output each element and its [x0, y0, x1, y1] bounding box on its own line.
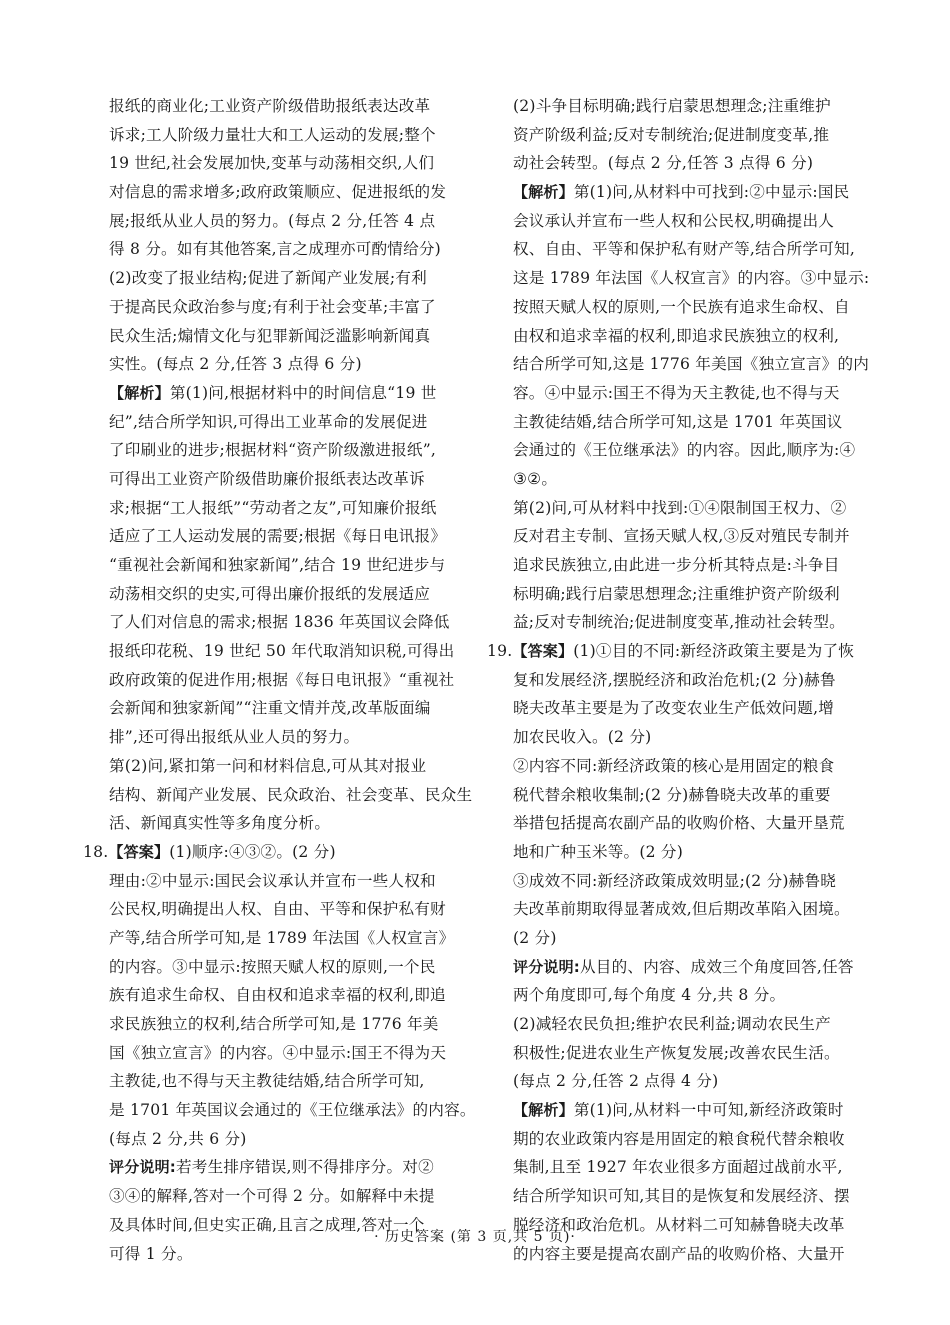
section-marker: 【解析】 — [513, 183, 574, 202]
text-line: ③②。 — [513, 469, 558, 488]
section-marker: 评分说明: — [513, 957, 580, 976]
text-line: 资产阶级利益;反对专制统治;促进制度变革,推 — [513, 125, 830, 144]
text-line: 可得 1 分。 — [109, 1244, 193, 1263]
text-line: 得 8 分。如有其他答案,言之成理亦可酌情给分) — [109, 240, 441, 259]
text-line: 产等,结合所学可知,是 1789 年法国《人权宣言》 — [109, 928, 455, 947]
text-line: 复和发展经济,摆脱经济和政治危机;(2 分)赫鲁 — [513, 670, 836, 689]
page-footer: · 历史答案 (第 3 页,共 5 页)· — [374, 1229, 576, 1245]
text-line: 民众生活;煽情文化与犯罪新闻泛滥影响新闻真 — [109, 326, 431, 345]
text-line: 的内容主要是提高农副产品的收购价格、大量开 — [513, 1244, 845, 1263]
text-line: 税代替余粮收集制;(2 分)赫鲁晓夫改革的重要 — [513, 785, 831, 804]
text-line: 加农民收入。(2 分) — [513, 728, 652, 747]
text-line: 举措包括提高农副产品的收购价格、大量开垦荒 — [513, 814, 845, 833]
text-line: 益;反对专制统治;促进制度变革,推动社会转型。 — [513, 613, 845, 632]
text-line: ③成效不同:新经济政策成效明显;(2 分)赫鲁晓 — [513, 871, 837, 890]
text-line: 公民权,明确提出人权、自由、平等和保护私有财 — [109, 900, 446, 919]
text-line: 积极性;促进农业生产恢复发展;改善农民生活。 — [513, 1043, 840, 1062]
text-line: 集制,且至 1927 年农业很多方面超过战前水平, — [513, 1158, 843, 1177]
text-line: 会议承认并宣布一些人权和公民权,明确提出人 — [513, 211, 835, 230]
text-line: 族有追求生命权、自由权和追求幸福的权利,即追 — [109, 986, 446, 1005]
text-line: “重视社会新闻和独家新闻”,结合 19 世纪进步与 — [109, 556, 446, 574]
text-line: 于提高民众政治参与度;有利于社会变革;丰富了 — [109, 297, 436, 316]
question-19-answer: 19.【答案】(1)①目的不同:新经济政策主要是为了恢 — [487, 642, 855, 661]
text-line: 夫改革前期取得显著成效,但后期改革陷入困境。 — [513, 900, 850, 919]
text-line: 活、新闻真实性等多角度分析。 — [109, 814, 331, 833]
text-line: 排”,还可得出报纸从业人员的努力。 — [109, 728, 360, 747]
text-line: (2)斗争目标明确;践行启蒙思想理念;注重维护 — [513, 97, 831, 115]
text-line: 适应了工人运动发展的需要;根据《每日电讯报》 — [109, 527, 447, 546]
text-line: 主教徒结婚,结合所学可知,这是 1701 年英国议 — [513, 412, 843, 431]
text-line: 报纸印花税、19 世纪 50 年代取消知识税,可得出 — [109, 642, 455, 661]
text-line: (每点 2 分,任答 2 点得 4 分) — [513, 1072, 719, 1091]
text-line: 报纸的商业化;工业资产阶级借助报纸表达改革 — [109, 97, 431, 115]
text-line: 【解析】第(1)问,从材料一中可知,新经济政策时 — [513, 1101, 844, 1120]
text-line: 求;根据“工人报纸”“劳动者之友”,可知廉价报纸 — [109, 498, 437, 517]
question-18-answer: 18.【答案】(1)顺序:④③②。(2 分) — [83, 842, 336, 861]
text-line: (2)改变了报业结构;促进了新闻产业发展;有利 — [109, 269, 427, 288]
text-line: 国《独立宣言》的内容。④中显示:国王不得为天 — [109, 1043, 447, 1062]
text-line: 会新闻和独家新闻”“注重文情并茂,改革版面编 — [109, 699, 431, 718]
text-line: 理由:②中显示:国民会议承认并宣布一些人权和 — [109, 871, 436, 890]
text-line: 评分说明:若考生排序错误,则不得排序分。对② — [109, 1158, 434, 1177]
right-column — [487, 92, 870, 1268]
text-line: 是 1701 年英国议会通过的《王位继承法》的内容。 — [109, 1101, 476, 1120]
text-line: 第(2)问,紧扣第一问和材料信息,可从其对报业 — [109, 756, 427, 775]
text-line: 了印刷业的进步;根据材料“资产阶级激进报纸”, — [109, 441, 437, 460]
text-line: 脱经济和政治危机。从材料二可知赫鲁晓夫改革 — [513, 1215, 845, 1234]
text-line: (每点 2 分,共 6 分) — [109, 1129, 247, 1148]
text-line: (2 分) — [513, 928, 557, 947]
text-line: (2)减轻农民负担;维护农民利益;调动农民生产 — [513, 1015, 831, 1033]
section-marker: 【解析】 — [513, 1101, 574, 1120]
text-line: 主教徒,也不得与天主教徒结婚,结合所学可知, — [109, 1072, 425, 1091]
text-line: 对信息的需求增多;政府政策顺应、促进报纸的发 — [109, 183, 447, 202]
text-line: 结构、新闻产业发展、民众政治、社会变革、民众生 — [109, 785, 473, 804]
text-line: 求民族独立的权利,结合所学可知,是 1776 年美 — [109, 1015, 439, 1033]
text-line: 动社会转型。(每点 2 分,任答 3 点得 6 分) — [513, 154, 814, 173]
text-line: ②内容不同:新经济政策的核心是用固定的粮食 — [513, 756, 835, 775]
text-line: 动荡相交织的史实,可得出廉价报纸的发展适应 — [109, 584, 431, 603]
text-line: 按照天赋人权的原则,一个民族有追求生命权、自 — [513, 297, 850, 316]
text-line: 地和广种玉米等。(2 分) — [513, 842, 683, 861]
text-line: 了人们对信息的需求;根据 1836 年英国议会降低 — [109, 613, 450, 632]
text-line: 结合所学知识可知,其目的是恢复和发展经济、摆 — [513, 1187, 850, 1206]
text-line: 这是 1789 年法国《人权宣言》的内容。③中显示: — [513, 269, 870, 288]
text-line: 可得出工业资产阶级借助廉价报纸表达改革诉 — [109, 469, 425, 488]
text-line: 政府政策的促进作用;根据《每日电讯报》“重视社 — [109, 670, 455, 689]
section-marker: 【答案】 — [512, 642, 574, 661]
text-line: 容。④中显示:国王不得为天主教徒,也不得与天 — [513, 383, 840, 402]
text-line: 第(2)问,可从材料中找到:①④限制国王权力、② — [513, 498, 847, 517]
text-line: 权、自由、平等和保护私有财产等,结合所学可知, — [513, 240, 855, 259]
text-line: 结合所学可知,这是 1776 年美国《独立宣言》的内 — [513, 355, 870, 374]
text-line: 【解析】第(1)问,从材料中可找到:②中显示:国民 — [513, 183, 850, 202]
text-line: 【解析】第(1)问,根据材料中的时间信息“19 世 — [109, 383, 437, 402]
text-line: 追求民族独立,由此进一步分析其特点是:斗争目 — [513, 556, 840, 574]
text-line: 晓夫改革主要是为了改变农业生产低效问题,增 — [513, 699, 835, 718]
text-line: 期的农业政策内容是用固定的粮食税代替余粮收 — [513, 1129, 845, 1148]
text-line: 19 世纪,社会发展加快,变革与动荡相交织,人们 — [109, 154, 435, 173]
text-line: 由权和追求幸福的权利,即追求民族独立的权利, — [513, 326, 840, 345]
text-line: ③④的解释,答对一个可得 2 分。如解释中未提 — [109, 1187, 435, 1206]
text-line: 标明确;践行启蒙思想理念;注重维护资产阶级利 — [513, 584, 840, 603]
section-marker: 【答案】 — [108, 842, 170, 861]
section-marker: 【解析】 — [109, 383, 170, 402]
text-line: 展;报纸从业人员的努力。(每点 2 分,任答 4 点 — [109, 211, 436, 230]
text-line: 评分说明:从目的、内容、成效三个角度回答,任答 — [513, 957, 854, 976]
section-marker: 评分说明: — [109, 1158, 176, 1177]
text-line: 纪”,结合所学知识,可得出工业革命的发展促进 — [109, 412, 428, 431]
text-line: 的内容。③中显示:按照天赋人权的原则,一个民 — [109, 957, 436, 976]
text-line: 诉求;工人阶级力量壮大和工人运动的发展;整个 — [109, 125, 436, 144]
text-line: 会通过的《王位继承法》的内容。因此,顺序为:④ — [513, 441, 856, 460]
text-line: 实性。(每点 2 分,任答 3 点得 6 分) — [109, 355, 362, 374]
text-line: 及具体时间,但史实正确,且言之成理,答对一个 — [109, 1215, 425, 1234]
text-line: 两个角度即可,每个角度 4 分,共 8 分。 — [513, 986, 786, 1005]
text-line: 反对君主专制、宣扬天赋人权,③反对殖民专制并 — [513, 527, 850, 546]
